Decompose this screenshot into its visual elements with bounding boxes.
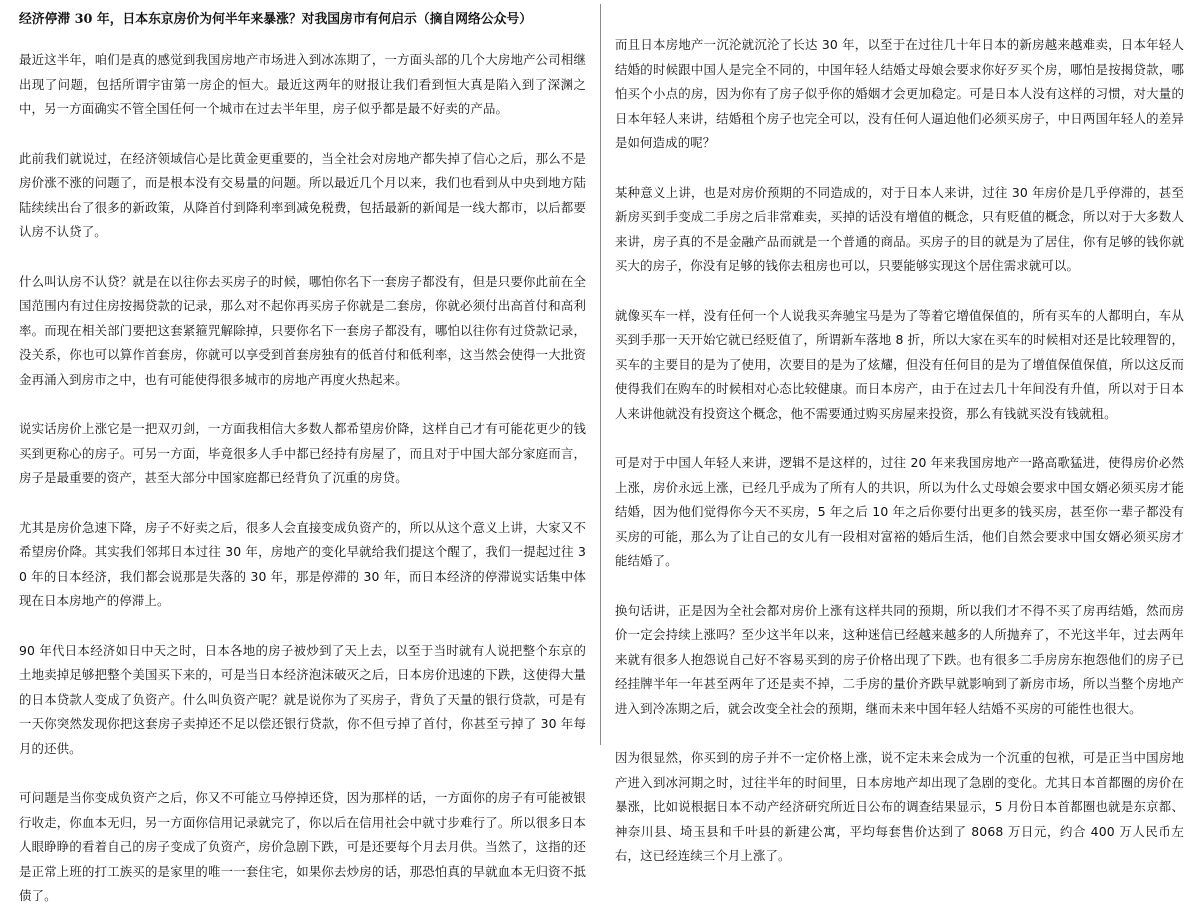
paragraph: 而且日本房地产一沉沦就沉沦了长达 30 年，以至于在过往几十年日本的新房越来越难卖，日本年轻人结婚的时候跟中国人是完全不同的，中国年轻人结婚丈母娘会要求你好歹买个房，哪怕是按揭贷款，哪怕买个小点的房，因为你有了房子似乎你的婚姻才会更加稳定。可是日本人没有这样的习惯，对大量的日本年轻人来讲，结婚租个房子也完全可以，没有任何人逼迫他们必须买房子，中日两国年轻人的差异是如何造成的呢？ [615, 37, 1184, 150]
column-divider [600, 4, 601, 745]
paragraph: 什么叫认房不认贷？就是在以往你去买房子的时候，哪怕你名下一套房子都没有，但是只要你此前在全国范围内有过住房按揭贷款的记录，那么对不起你再买房子你就是二套房，你就必须付出高首付和高利率。而现在相关部门要把这套紧箍咒解除掉，只要你名下一套房子都没有，哪怕以往你有过贷款记录，没关系，你也可以算作首套房，你就可以享受到首套房独有的低首付和低利率，这当然会使得一大批资金再涌入到房市之中，也有可能使得很多城市的房地产再度火热起来。 [19, 273, 586, 387]
paragraph: 最近这半年，咱们是真的感觉到我国房地产市场进入到冰冻期了，一方面头部的几个大房地产公司相继出现了问题，包括所谓宇宙第一房企的恒大。最近这两年的财报让我们看到恒大真是陷入到了深渊之中，另一方面确实不管全国任何一个城市在过去半年里，房子似乎都是最不好卖的产品。 [19, 52, 586, 116]
paragraph: 说实话房价上涨它是一把双刃剑，一方面我相信大多数人都希望房价降，这样自己才有可能花更少的钱买到更称心的房子。可另一方面，毕竟很多人手中都已经持有房屋了，而且对于中国大部分家庭而言，房子是最重要的资产，甚至大部分中国家庭都已经背负了沉重的房贷。 [19, 421, 586, 485]
paragraph: 换句话讲，正是因为全社会都对房价上涨有这样共同的预期，所以我们才不得不买了房再结婚，然而房价一定会持续上涨吗？至少这半年以来，这种迷信已经越来越多的人所抛弃了，不光这半年，过去两年来就有很多人抱怨说自己好不容易买到的房子价格出现了下跌。也有很多二手房房东抱怨他们的房子已经挂牌半年一年甚至两年了还是卖不掉，二手房的量价齐跌早就影响到了新房市场，所以当整个房地产进入到冷冻期之后，就会改变全社会的预期，继而未来中国年轻人结婚不买房的可能性也很大。 [615, 602, 1184, 716]
left-column [0, 0, 600, 903]
paragraph: 某种意义上讲，也是对房价预期的不同造成的，对于日本人来讲，过往 30 年房价是几乎停滞的，甚至新房买到手变成二手房之后非常难卖，买掉的话没有增值的概念，只有贬值的概念，所以对于大多数人来讲，房子真的不是金融产品而就是一个普通的商品。买房子的目的就是为了居住，你有足够的钱你就买大的房子，你没有足够的钱你去租房也可以，只要能够实现这个居住需求就可以。 [615, 184, 1184, 273]
paragraph: 尤其是房价急速下降，房子不好卖之后，很多人会直接变成负资产的，所以从这个意义上讲，大家又不希望房价降。其实我们邻邦日本过往 30 年，房地产的变化早就给我们提这个醒了，我们一提起过往 30 年的日本经济，我们都会说那是失落的 30 年，那是停滞的 30 年，而日本经济的停滞说实话集中体现在日本房地产的停滞上。 [19, 519, 586, 608]
paragraph: 90 年代日本经济如日中天之时，日本各地的房子被炒到了天上去，以至于当时就有人说把整个东京的土地卖掉足够把整个美国买下来的，可是当日本经济泡沫破灭之后，日本房价迅速的下跌，这使得大量的日本贷款人变成了负资产。什么叫负资产呢？就是说你为了买房子，背负了天量的银行贷款，可是有一天你突然发现你把这套房子卖掉还不足以偿还银行贷款，你不但亏掉了首付，你甚至亏掉了 30 年每月的还供。 [19, 642, 586, 756]
right-column [603, 0, 1200, 863]
paragraph: 此前我们就说过，在经济领域信心是比黄金更重要的，当全社会对房地产都失掉了信心之后，那么不是房价涨不涨的问题了，而是根本没有交易量的问题。所以最近几个月以来，我们也看到从中央到地方陆陆续续出台了很多的新政策，从降首付到降利率到减免税费，包括最新的新闻是一线大都市，以后都要认房不认贷了。 [19, 150, 586, 239]
paragraph: 因为很显然，你买到的房子并不一定价格上涨，说不定未来会成为一个沉重的包袱，可是正当中国房地产进入到冰河期之时，过往半年的时间里，日本房地产却出现了急剧的变化。尤其日本首都圈的房价在暴涨，比如说根据日本不动产经济研究所近日公布的调查结果显示，5 月份日本首都圈也就是东京都、神奈川县、埼玉县和千叶县的新建公寓，平均每套售价达到了 8068 万日元，约合 400 万人民币左右，这已经连续三个月上涨了。 [615, 750, 1184, 863]
document-title: 经济停滞 30 年，日本东京房价为何半年来暴涨？对我国房市有何启示（摘自网络公众号） [19, 12, 532, 27]
paragraph: 可是对于中国人年轻人来讲，逻辑不是这样的，过往 20 年来我国房地产一路高歌猛进，使得房价必然上涨，房价永远上涨，已经几乎成为了所有人的共识，所以为什么丈母娘会要求中国女婿必须买房才能结婚，因为他们觉得你今天不买房，5 年之后 10 年之后你要付出更多的钱买房，甚至你一辈子都没有买房的可能，那么为了让自己的女儿有一段相对富裕的婚后生活，他们自然会要求中国女婿必须买房才能结婚了。 [615, 455, 1184, 568]
paragraph: 可问题是当你变成负资产之后，你又不可能立马停掉还贷，因为那样的话，一方面你的房子有可能被银行收走，你血本无归，另一方面你信用记录就完了，你以后在信用社会中就寸步难行了。所以很多日本人眼睁睁的看着自己的房子变成了负资产，房价急剧下跌，可是还要每个月去月供。当然了，这指的还是正常上班的打工族买的是家里的唯一一套住宅，如果你去炒房的话，那恐怕真的早就血本无归资不抵债了。 [19, 790, 586, 903]
paragraph: 就像买车一样，没有任何一个人说我买奔驰宝马是为了等着它增值保值的，所有买车的人都明白，车从买到手那一天开始它就已经贬值了，所谓新车落地 8 折，所以大家在买车的时候相对还是比较理智的，买车的主要目的是为了使用，次要目的是为了炫耀，但没有任何目的是为了增值保值保值，所以这反而使得我们在购车的时候相对心态比较健康。而日本房产，由于在过去几十年间没有升值，所以对于日本人来讲他就没有投资这个概念，他不需要通过购买房屋来投资，那么有钱就买没有钱就租。 [615, 307, 1184, 421]
